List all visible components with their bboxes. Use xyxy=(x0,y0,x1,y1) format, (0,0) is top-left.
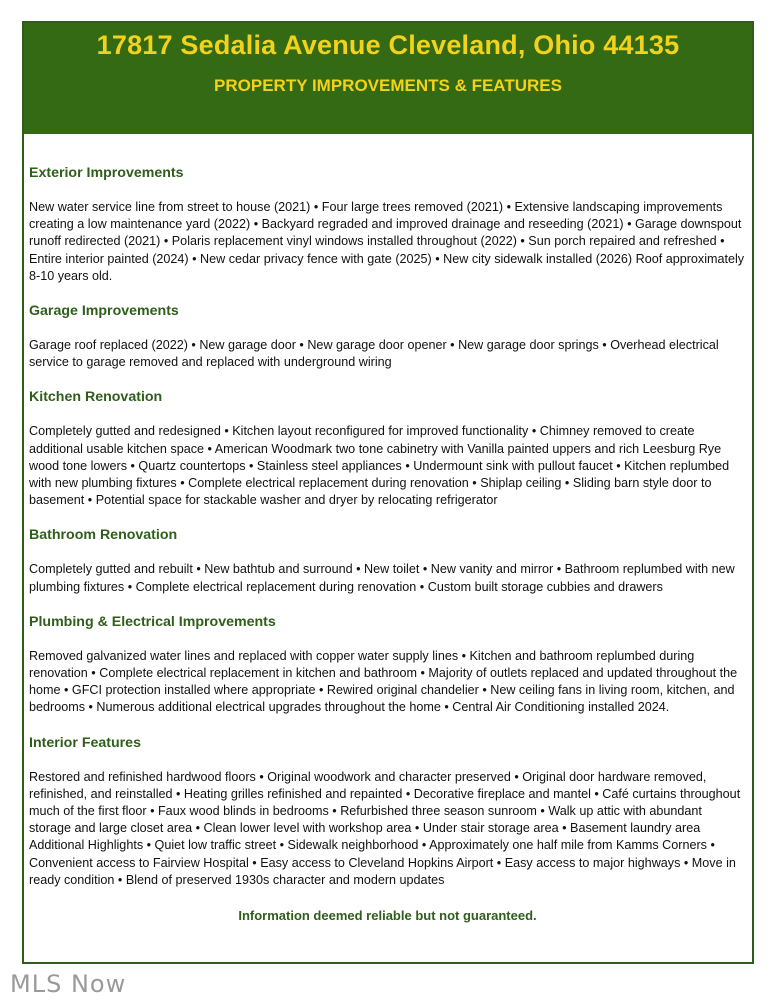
section-text-interior: Restored and refinished hardwood floors • Original woodwork and character preserved • Original door hardware removed, refinished, and reinstalled • Heating grilles refinished and repainted • Decorative fireplace and mantel • Café curtains throughout much of the first floor • Faux wood blinds in bedrooms • Refurbished three season sunroom • Walk up attic with abundant storage and large closet area • Clean lower level with workshop area • Under stair storage area • Basement laundry area Additional Highlights • Quiet low traffic street • Sidewalk neighborhood • Approximately one half mile from Kamms Corners • Convenient access to Fairview Hospital • Easy access to Cleveland Hopkins Airport • Easy access to major highways • Move in ready condition • Blend of preserved 1930s character and modern updates xyxy=(29,769,741,887)
section-heading-bathroom: Bathroom Renovation xyxy=(29,527,178,544)
section-text-bathroom: Completely gutted and rebuilt • New bathtub and surround • New toilet • New vanity and mirror • Bathroom replumbed with new plumbing fixtures • Complete electrical replacement during renovation • Custom built storage cubbies and drawers xyxy=(29,562,735,594)
section-text-kitchen: Completely gutted and redesigned • Kitchen layout reconfigured for improved functionality • Chimney removed to create additional usable kitchen space • American Woodmark two tone cabinetry with Vanilla painted uppers and rich Leesburg Rye wood tone lowers • Quartz countertops • Stainless steel appliances • Undermount sink with pullout faucet • Kitchen replumbed with new plumbing fixtures • Complete electrical replacement during renovation • Shiplap ceiling • Sliding barn style door to basement • Potential space for stackable washer and dryer by relocating refrigerator xyxy=(29,424,730,508)
section-heading-exterior: Exterior Improvements xyxy=(29,165,184,181)
page-title: 17817 Sedalia Avenue Cleveland, Ohio 44135 xyxy=(96,30,680,60)
section-heading-garage: Garage Improvements xyxy=(29,303,179,320)
page-subtitle: PROPERTY IMPROVEMENTS & FEATURES xyxy=(214,76,562,95)
section-heading-plumbing-electrical: Plumbing & Electrical Improvements xyxy=(29,613,276,630)
document-frame xyxy=(22,21,754,964)
header-banner xyxy=(24,23,752,134)
section-heading-interior: Interior Features xyxy=(29,734,141,751)
section-text-plumbing-electrical: Removed galvanized water lines and replaced with copper water supply lines • Kitchen and bathroom replumbed during renovation • Complete electrical replacement in kitchen and bathroom • Majority of outlets replaced and updated throughout the home • GFCI protection installed where appropriate • Rewired original chandelier • New ceiling fans in living room, kitchen, and bedrooms • Numerous additional electrical upgrades throughout the home • Central Air Conditioning installed 2024. xyxy=(29,648,738,715)
mls-watermark: MLS Now xyxy=(10,970,127,998)
content-area xyxy=(24,164,752,923)
section-text-garage: Garage roof replaced (2022) • New garage door • New garage door opener • New garage door springs • Overhead electrical service to garage removed and replaced with underground wiring xyxy=(29,338,719,370)
section-heading-kitchen: Kitchen Renovation xyxy=(29,389,163,406)
disclaimer-note: Information deemed reliable but not guaranteed. xyxy=(238,908,537,924)
section-text-exterior: New water service line from street to house (2021) • Four large trees removed (2021) • Extensive landscaping improvements creating a low maintenance yard (2022) • Backyard regraded and improved drainage and reseeding (2021) • Garage downspout runoff redirected (2021) • Polaris replacement vinyl windows installed throughout (2022) • Sun porch repaired and refreshed • Entire interior painted (2024) • New cedar privacy fence with gate (2025) • New city sidewalk installed (2026) Roof approximately 8-10 years old. xyxy=(29,200,745,283)
